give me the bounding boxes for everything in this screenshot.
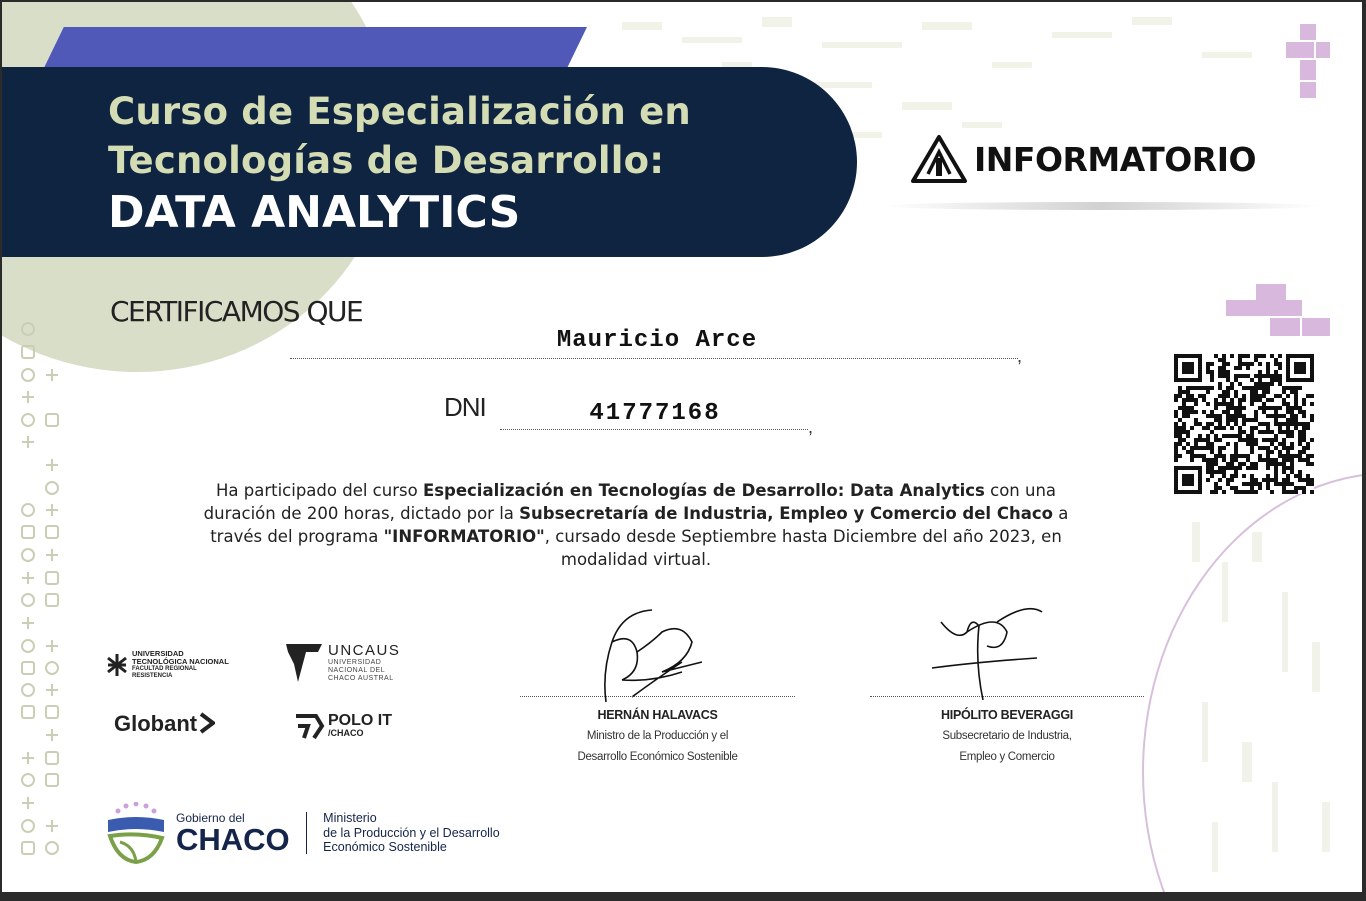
brand-name: INFORMATORIO (974, 139, 1257, 179)
course-title-line2: Tecnologías de Desarrollo: (108, 139, 665, 182)
pixel-mark-top (1286, 24, 1332, 100)
uncaus-sub2: NACIONAL DEL (328, 667, 386, 674)
ministry-line3: Económico Sostenible (323, 840, 447, 855)
ministry-line1: Ministerio (323, 811, 377, 826)
signature-beveraggi (927, 602, 1047, 702)
uncaus-emblem-icon (286, 642, 322, 684)
chaco-divider (306, 812, 308, 854)
body-course-name: Especialización en Tecnologías de Desarrollo: Data Analytics (422, 481, 985, 500)
dni-dotted-line (500, 429, 808, 430)
certify-label: CERTIFICAMOS QUE (110, 295, 363, 328)
decorative-symbols (16, 320, 66, 860)
pixel-mark-mid (1226, 284, 1334, 338)
course-title-line1: Curso de Especialización en (108, 90, 691, 133)
dni-value: 41777168 (589, 400, 721, 427)
signer-2-role-line1: Subsecretario de Industria, (942, 730, 1072, 742)
body-text-2: con una duración de 200 horas, dictado por la (203, 481, 1057, 523)
signer-1-name: HERNÁN HALAVACS (597, 708, 718, 722)
body-institution: Subsecretaría de Industria, Empleo y Comercio del Chaco (519, 504, 1053, 523)
signer-1-role-line1: Ministro de la Producción y el (586, 730, 729, 742)
polo-it-sub: /CHACO (328, 727, 364, 738)
recipient-name: Mauricio Arce (556, 327, 758, 354)
uncaus-sub3: CHACO AUSTRAL (328, 675, 394, 682)
decorative-arc (1142, 472, 1362, 892)
certificate-body (202, 479, 1070, 571)
uncaus-logo (286, 642, 400, 684)
informatorio-brand (910, 134, 1256, 184)
uncaus-name: UNCAUS (328, 642, 401, 659)
gobierno-chaco-logo (106, 802, 500, 864)
polo-it-logo (292, 708, 392, 742)
course-title-line3: DATA ANALYTICS (108, 187, 521, 238)
globant-logo (114, 711, 215, 737)
uncaus-sub1: UNIVERSIDAD (328, 659, 382, 666)
polo-it-name: POLO IT (328, 711, 392, 729)
body-text-4: , cursado desde Septiembre hasta Diciembre del año 2023, en modalidad virtual. (544, 527, 1062, 569)
signature-line-1 (520, 696, 795, 697)
decorative-stripe (42, 27, 587, 72)
chaco-name: CHACO (176, 822, 290, 857)
polo-it-emblem-icon (292, 708, 326, 742)
signer-2-name: HIPÓLITO BEVERAGGI (941, 708, 1073, 722)
chaco-gobierno-label: Gobierno del (176, 811, 245, 825)
informatorio-logo-icon (910, 134, 968, 184)
signer-2-role-line2: Empleo y Comercio (959, 751, 1055, 763)
body-text-1: Ha participado del curso (215, 481, 423, 500)
dni-comma: , (808, 417, 814, 437)
signer-1-role-line2: Desarrollo Económico Sostenible (577, 751, 738, 763)
body-text-3: a través del programa (210, 504, 1069, 546)
utn-logo (106, 650, 229, 680)
name-dotted-line (290, 358, 1018, 359)
name-comma: , (1017, 346, 1023, 366)
dni-label: DNI (444, 392, 486, 422)
qr-code[interactable] (1174, 354, 1314, 494)
utn-emblem-icon (106, 652, 128, 678)
chaco-emblem-icon (106, 802, 166, 864)
body-program: "INFORMATORIO" (383, 527, 545, 546)
ministry-line2: de la Producción y el Desarrollo (323, 825, 500, 840)
utn-line3: FACULTAD REGIONAL (132, 666, 197, 672)
utn-line4: RESISTENCIA (132, 673, 173, 679)
brand-shadow (882, 202, 1322, 210)
globant-arrow-icon (199, 712, 215, 734)
globant-name: Globant (114, 711, 198, 736)
signature-line-2 (870, 696, 1144, 697)
certificate (2, 2, 1362, 892)
utn-line1: UNIVERSIDAD (132, 649, 184, 658)
utn-line2: TECNOLÓGICA NACIONAL (132, 657, 229, 666)
